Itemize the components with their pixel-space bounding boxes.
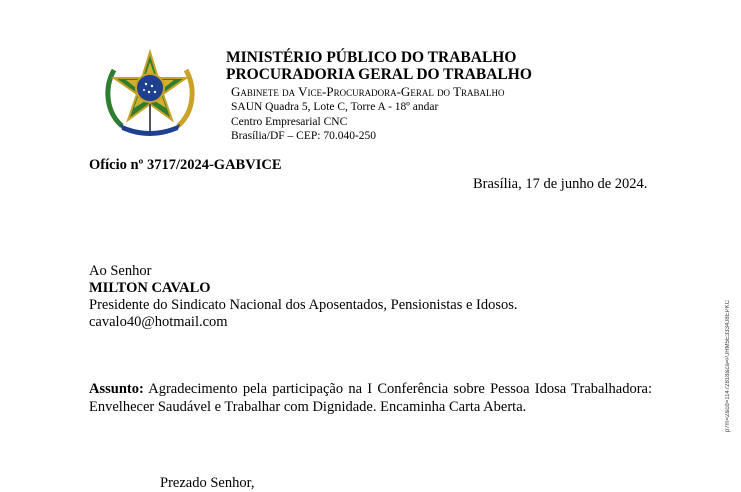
subject-paragraph [89,380,652,416]
address-line-3: Brasília/DF – CEP: 70.040-250 [231,130,377,142]
subject-text: Agradecimento pela participação na I Conferência sobre Pessoa Idosa Trabalhadora: Envelhecer Saudável e Trabalhar com Dignidade. Encaminha Carta Aberta. [89,381,652,415]
coat-of-arms-logo [100,48,200,140]
procuradoria-name: PROCURADORIA GERAL DO TRABALHO [226,66,532,83]
office-name: Gabinete da Vice-Procuradora-Geral do Trabalho [231,84,505,99]
document-reference: Ofício nº 3717/2024-GABVICE [89,157,282,173]
recipient-name: MILTON CAVALO [89,280,211,296]
document-date: Brasília, 17 de junho de 2024. [473,176,648,192]
recipient-email: cavalo40@hotmail.com [89,314,228,330]
address-line-2: Centro Empresarial CNC [231,116,348,128]
recipient-salutation: Ao Senhor [89,263,152,279]
verification-code-margin: p?m=2&cd=11472818&ca=PJHM5E3334J8EPKC [725,300,731,433]
ministry-name: MINISTÉRIO PÚBLICO DO TRABALHO [226,49,517,66]
greeting: Prezado Senhor, [160,475,255,491]
recipient-title: Presidente do Sindicato Nacional dos Aposentados, Pensionistas e Idosos. [89,297,518,313]
subject-label: Assunto: [89,381,144,397]
address-line-1: SAUN Quadra 5, Lote C, Torre A - 18º andar [231,101,439,113]
